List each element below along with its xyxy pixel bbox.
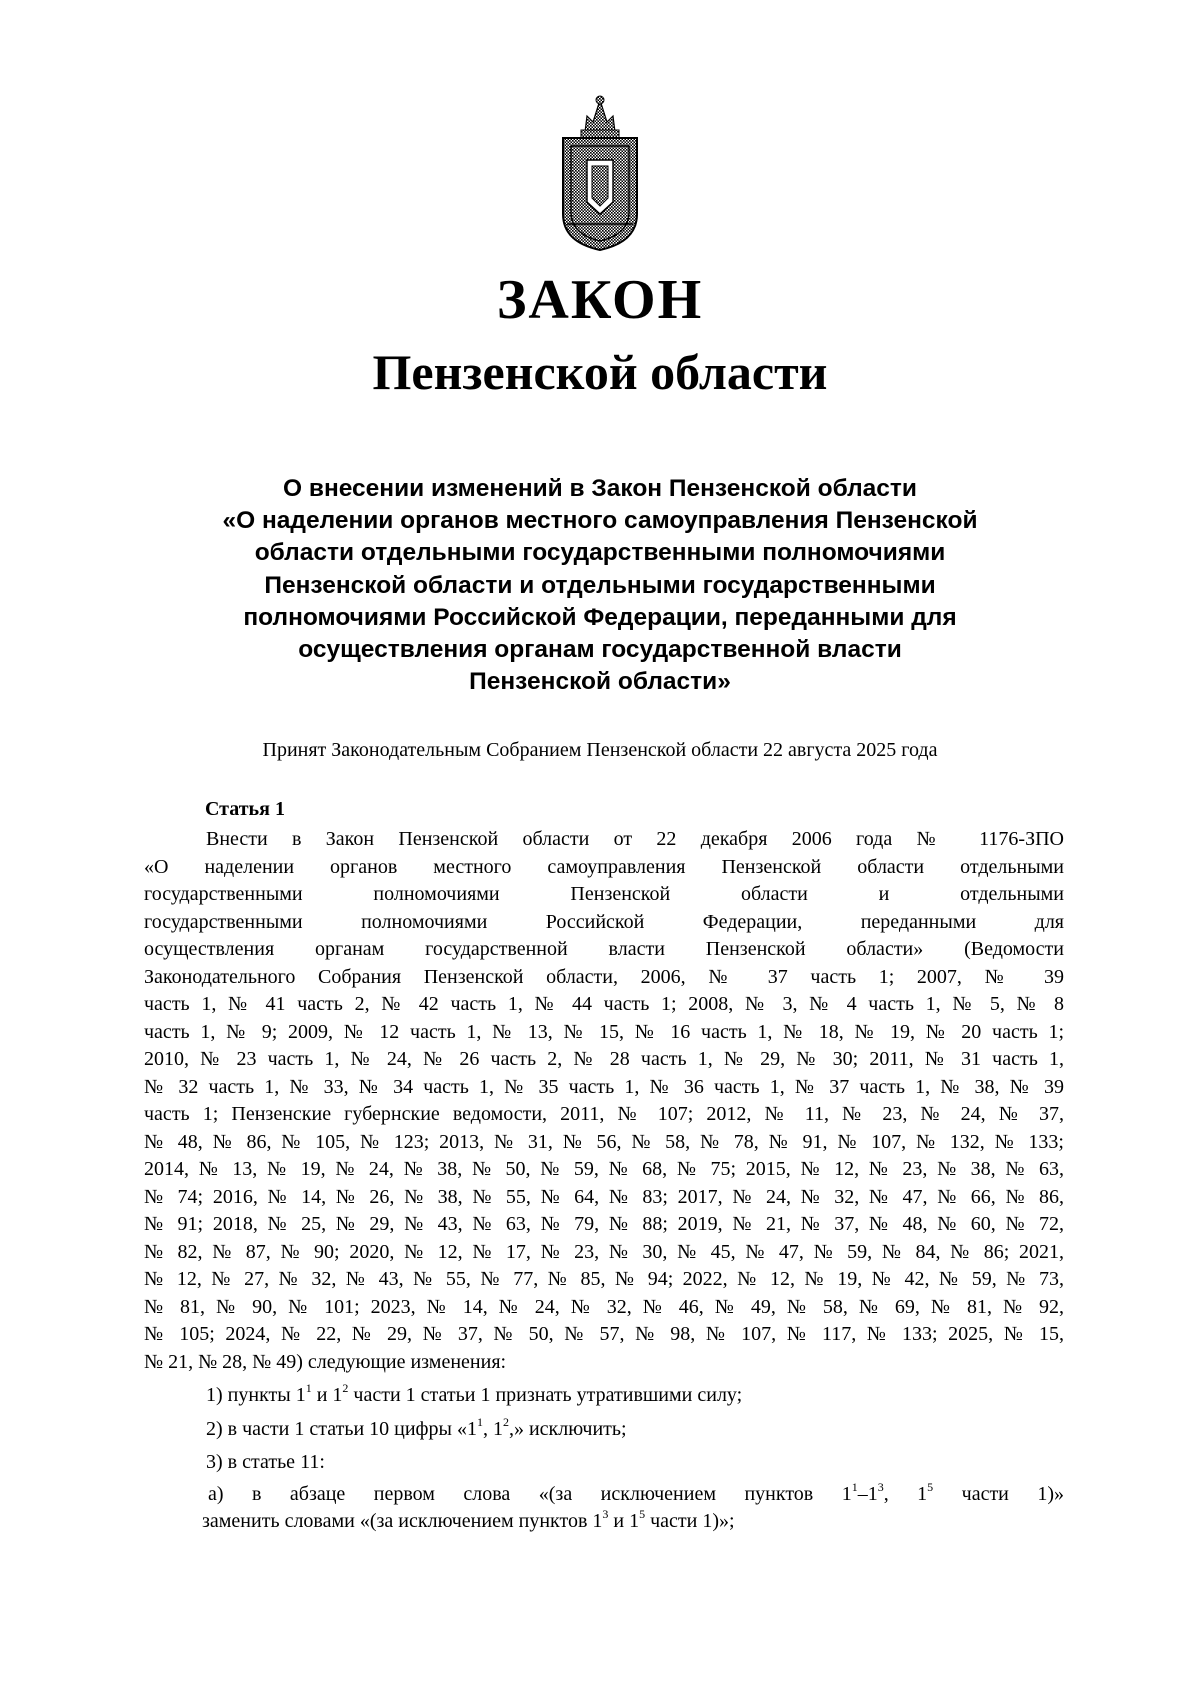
text-line: № 21, № 28, № 49) следующие изменения:	[144, 1350, 507, 1373]
text-line	[202, 1508, 1064, 1536]
coat-of-arms-icon	[545, 92, 655, 252]
item-text: заменить словами «(за исключением пунктов 1	[202, 1510, 603, 1532]
text-line: 2014, № 13, № 19, № 24, № 38, № 50, № 59, № 68, № 75; 2015, № 12, № 23, № 38, № 63,	[144, 1158, 1064, 1180]
law-title: ЗАКОН	[496, 269, 704, 331]
text-line: часть 1; Пензенские губернские ведомости, 2011, № 107; 2012, № 11, № 23, № 24, № 37,	[144, 1103, 1064, 1125]
text-line: № 91; 2018, № 25, № 29, № 43, № 63, № 79, № 88; 2019, № 21, № 37, № 48, № 60, № 72,	[144, 1213, 1064, 1235]
subject-line: полномочиями Российской Федерации, переданными для	[243, 603, 957, 631]
text-line: № 74; 2016, № 14, № 26, № 38, № 55, № 64, № 83; 2017, № 24, № 32, № 47, № 66, № 86,	[144, 1185, 1064, 1208]
list-item	[144, 1382, 1064, 1410]
superscript: 1	[305, 1381, 312, 1395]
superscript: 3	[602, 1507, 609, 1521]
text-line: Законодательного Собрания Пензенской области, 2006, № 37 часть 1; 2007, № 39	[144, 965, 1064, 988]
text-line: государственными полномочиями Российской Федерации, переданными для	[144, 910, 1064, 933]
text-line: № 82, № 87, № 90; 2020, № 12, № 17, № 23, № 30, № 45, № 47, № 59, № 84, № 86; 2021,	[144, 1240, 1064, 1263]
item-text: части 1)»;	[645, 1510, 735, 1532]
item-text: части 1)»	[933, 1482, 1065, 1505]
item-text: и 1	[608, 1510, 640, 1532]
subject-line: Пензенской области и отдельными государственными	[264, 571, 936, 599]
text-line: часть 1, № 9; 2009, № 12 часть 1, № 13, № 15, № 16 часть 1, № 18, № 19, № 20 часть 1;	[144, 1020, 1064, 1043]
text-line: Внести в Закон Пензенской области от 22 декабря 2006 года № 1176-ЗПО	[206, 828, 1064, 850]
item-text: –1	[857, 1482, 878, 1505]
text-line: № 105; 2024, № 22, № 29, № 37, № 50, № 57, № 98, № 107, № 117, № 133; 2025, № 15,	[144, 1323, 1064, 1345]
item-text: 2) в части 1 статьи 10 цифры «1	[206, 1417, 477, 1440]
item-text: 1) пункты 1	[206, 1384, 306, 1406]
article-body	[144, 826, 1064, 1536]
text-line: «О наделении органов местного самоуправления Пензенской области отдельными	[144, 855, 1064, 878]
subject-line: «О наделении органов местного самоуправления Пензенской	[222, 507, 978, 535]
text-line: часть 1, № 41 часть 2, № 42 часть 1, № 44 часть 1; 2008, № 3, № 4 часть 1, № 5, № 8	[144, 993, 1064, 1015]
text-line: 2010, № 23 часть 1, № 24, № 26 часть 2, № 28 часть 1, № 29, № 30; 2011, № 31 часть 1,	[144, 1048, 1064, 1070]
list-item: 3) в статье 11:	[206, 1451, 325, 1473]
adoption-note: Принят Законодательным Собранием Пензенской области 22 августа 2025 года	[262, 739, 938, 761]
text-line: № 32 часть 1, № 33, № 34 часть 1, № 35 часть 1, № 36 часть 1, № 37 часть 1, № 38, № 39	[144, 1075, 1064, 1098]
superscript: 5	[639, 1507, 646, 1521]
text-line: № 12, № 27, № 32, № 43, № 55, № 77, № 85, № 94; 2022, № 12, № 19, № 42, № 59, № 73,	[144, 1268, 1064, 1290]
article-heading: Статья 1	[205, 798, 285, 820]
subject-line: осуществления органам государственной власти	[298, 636, 902, 664]
text-line: государственными полномочиями Пензенской области и отдельными	[144, 883, 1064, 905]
item-text: и 1	[311, 1384, 343, 1406]
subject-line: Пензенской области»	[469, 668, 731, 696]
law-subject	[140, 473, 1060, 698]
text-line: осуществления органам государственной власти Пензенской области» (Ведомости	[144, 938, 1064, 960]
superscript: 2	[342, 1381, 349, 1395]
text-line: № 48, № 86, № 105, № 123; 2013, № 31, № 56, № 58, № 78, № 91, № 107, № 132, № 133;	[144, 1130, 1064, 1153]
text-line	[202, 1481, 1064, 1509]
item-text: части 1 статьи 1 признать утратившими силу;	[348, 1384, 743, 1406]
item-text: , 1	[482, 1417, 503, 1440]
superscript: 1	[851, 1479, 858, 1494]
superscript: 2	[502, 1414, 509, 1429]
superscript: 1	[476, 1414, 483, 1429]
superscript: 3	[877, 1479, 884, 1494]
list-item	[144, 1416, 1064, 1444]
subject-line: О внесении изменений в Закон Пензенской области	[283, 475, 917, 502]
subject-line: области отдельными государственными полномочиями	[254, 539, 946, 567]
law-region: Пензенской области	[372, 344, 828, 400]
article-paragraph	[144, 826, 1064, 1376]
item-text: , 1	[883, 1482, 928, 1505]
text-line: № 81, № 90, № 101; 2023, № 14, № 24, № 32, № 46, № 49, № 58, № 69, № 81, № 92,	[144, 1295, 1064, 1318]
superscript: 5	[927, 1479, 934, 1494]
item-text: ,» исключить;	[508, 1417, 627, 1440]
sub-item	[144, 1481, 1064, 1536]
item-text: а) в абзаце первом слова «(за исключением пунктов 1	[208, 1482, 852, 1505]
